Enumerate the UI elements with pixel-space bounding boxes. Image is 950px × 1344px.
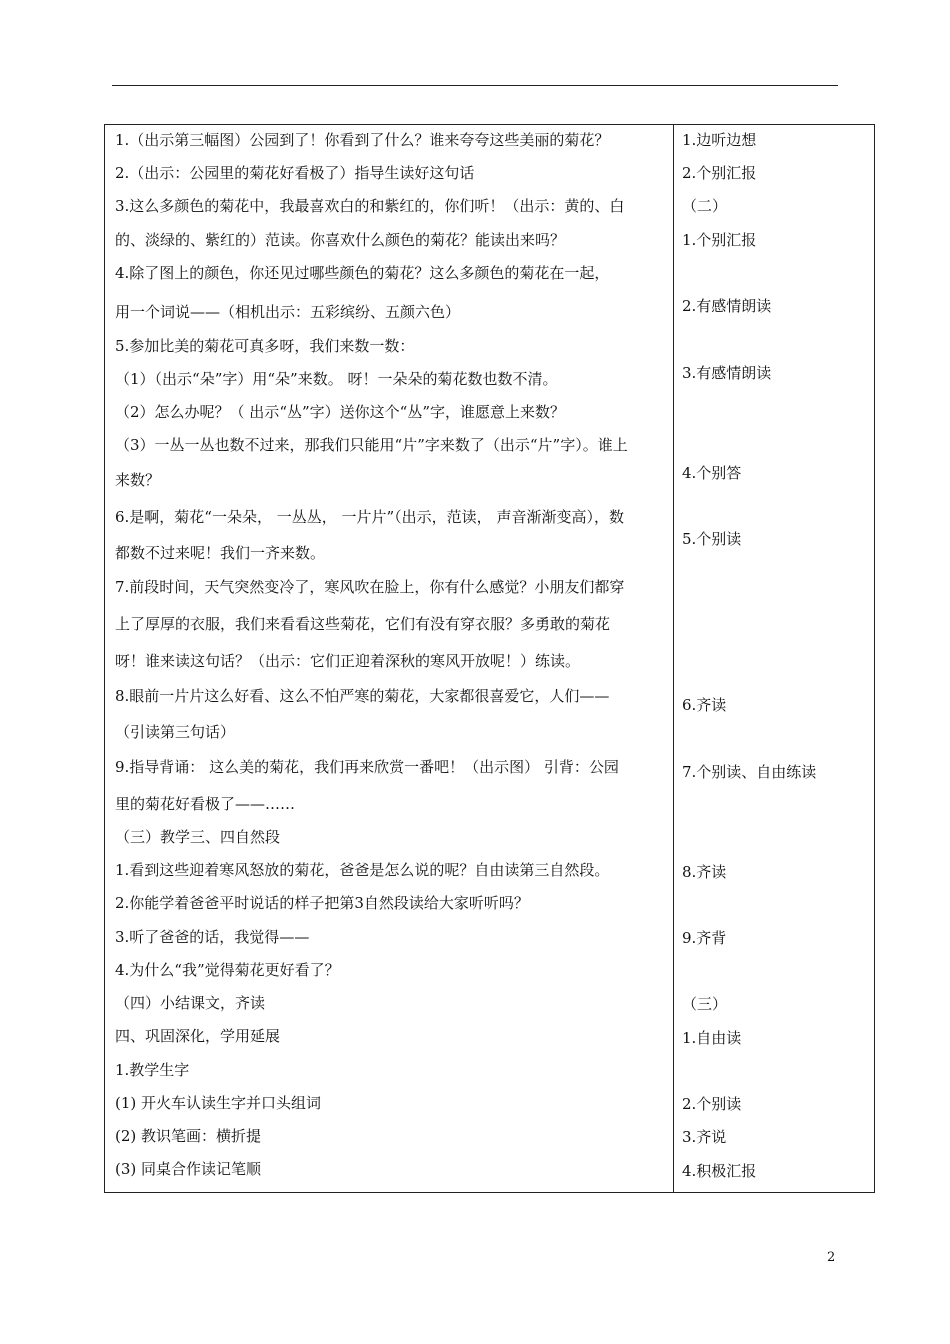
- student-line: 1.自由读: [682, 1029, 742, 1047]
- teacher-line: （3）一丛一丛也数不过来，那我们只能用“片”字来数了（出示“片”字）。谁上: [115, 436, 628, 454]
- student-line: （二）: [682, 197, 728, 215]
- teacher-line: 3.这么多颜色的菊花中，我最喜欢白的和紫红的，你们听！（出示：黄的、白: [115, 197, 625, 215]
- teacher-line: 3.听了爸爸的话，我觉得——: [115, 928, 310, 946]
- student-line: 2.有感情朗读: [682, 297, 772, 315]
- teacher-line: （三）教学三、四自然段: [115, 828, 281, 846]
- student-line: 3.齐说: [682, 1128, 727, 1146]
- student-line: 9.齐背: [682, 929, 727, 947]
- teacher-line: 1.教学生字: [115, 1061, 190, 1079]
- teacher-line: 4.除了图上的颜色，你还见过哪些颜色的菊花？这么多颜色的菊花在一起，: [115, 264, 610, 282]
- student-line: （三）: [682, 995, 728, 1013]
- teacher-line: 6.是啊，菊花“一朵朵， 一丛丛， 一片片”（出示，范读， 声音渐渐变高），数: [115, 508, 624, 526]
- teacher-line: （2）怎么办呢？（ 出示“丛”字）送你这个“丛”字，谁愿意上来数？: [115, 403, 565, 421]
- teacher-line: 4.为什么“我”觉得菊花更好看了？: [115, 961, 340, 979]
- teacher-line: 8.眼前一片片这么好看、这么不怕严寒的菊花，大家都很喜爱它，人们——: [115, 687, 610, 705]
- student-line: 7.个别读、自由练读: [682, 763, 817, 781]
- teacher-line: 9.指导背诵： 这么美的菊花，我们再来欣赏一番吧！（出示图） 引背：公园: [115, 758, 619, 776]
- teacher-line: 2.（出示：公园里的菊花好看极了）指导生读好这句话: [115, 164, 475, 182]
- teacher-line: 四、巩固深化，学用延展: [115, 1027, 281, 1045]
- column-divider: [673, 125, 674, 1192]
- teacher-line: 5.参加比美的菊花可真多呀，我们来数一数：: [115, 337, 415, 355]
- student-line: 5.个别读: [682, 530, 742, 548]
- teacher-line: 用一个词说——（相机出示：五彩缤纷、五颜六色）: [115, 303, 461, 321]
- page-number: 2: [827, 1250, 836, 1265]
- teacher-line: 1.看到这些迎着寒风怒放的菊花，爸爸是怎么说的呢？自由读第三自然段。: [115, 861, 610, 879]
- teacher-line: 1.（出示第三幅图）公园到了！你看到了什么？谁来夸夸这些美丽的菊花？: [115, 131, 610, 149]
- student-line: 1.个别汇报: [682, 231, 757, 249]
- student-line: 8.齐读: [682, 863, 727, 881]
- teacher-line: (2) 教识笔画：横折提: [115, 1127, 262, 1145]
- student-line: 2.个别读: [682, 1095, 742, 1113]
- teacher-line: (1) 开火车认读生字并口头组词: [115, 1094, 322, 1112]
- teacher-line: 7.前段时间，天气突然变冷了，寒风吹在脸上，你有什么感觉？小朋友们都穿: [115, 578, 625, 596]
- teacher-line: （1）（出示“朵”字）用“朵”来数。 呀！一朵朵的菊花数也数不清。: [115, 370, 558, 388]
- student-line: 4.积极汇报: [682, 1162, 757, 1180]
- teacher-line: 的、淡绿的、紫红的）范读。你喜欢什么颜色的菊花？能读出来吗？: [115, 231, 566, 249]
- teacher-line: 2.你能学着爸爸平时说话的样子把第3自然段读给大家听听吗？: [115, 894, 529, 912]
- lesson-table: [104, 124, 875, 1193]
- student-line: 3.有感情朗读: [682, 364, 772, 382]
- student-line: 2.个别汇报: [682, 164, 757, 182]
- teacher-line: 都数不过来呢！我们一齐来数。: [115, 544, 326, 562]
- student-line: 1.边听边想: [682, 131, 757, 149]
- teacher-line: 来数？: [115, 471, 161, 489]
- teacher-line: 里的菊花好看极了——……: [115, 795, 296, 813]
- student-line: 4.个别答: [682, 464, 742, 482]
- teacher-line: （四）小结课文，齐读: [115, 994, 266, 1012]
- student-line: 6.齐读: [682, 696, 727, 714]
- header-rule: [112, 85, 838, 86]
- teacher-line: （引读第三句话）: [115, 723, 236, 741]
- teacher-line: 呀！谁来读这句话？（出示：它们正迎着深秋的寒风开放呢！）练读。: [115, 652, 581, 670]
- teacher-line: 上了厚厚的衣服，我们来看看这些菊花，它们有没有穿衣服？多勇敢的菊花: [115, 615, 611, 633]
- teacher-line: (3) 同桌合作读记笔顺: [115, 1160, 262, 1178]
